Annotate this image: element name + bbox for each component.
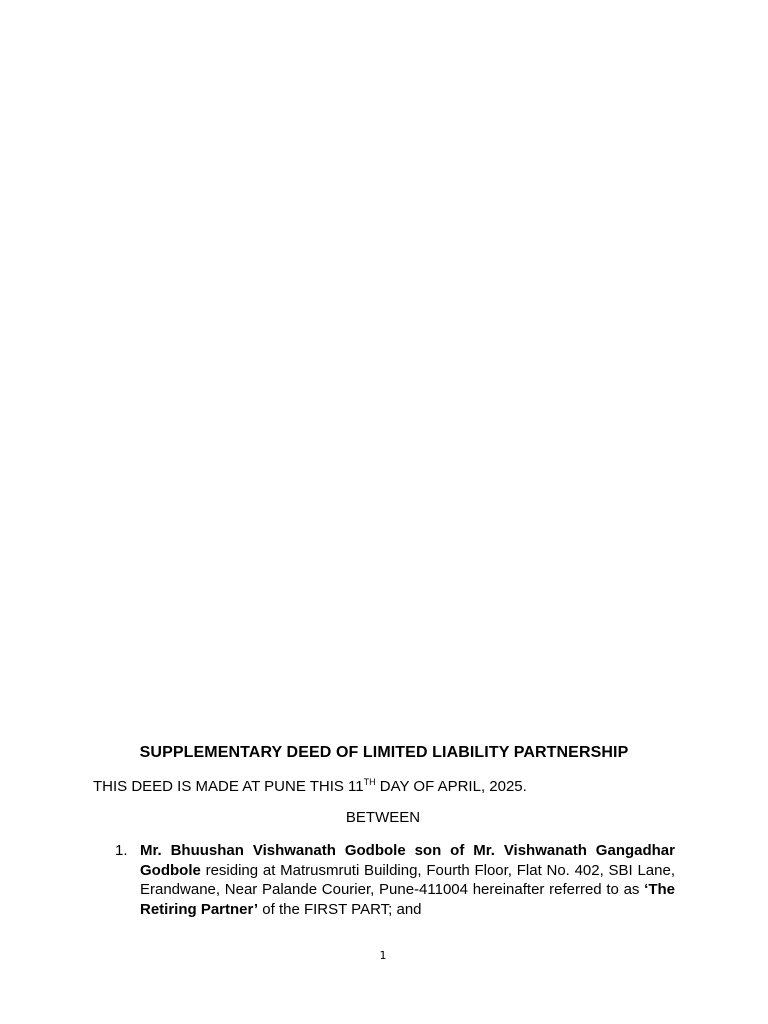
party-item <box>115 841 675 919</box>
ordinal-suffix: TH <box>363 777 376 787</box>
opening-text-end: DAY OF APRIL, 2025. <box>375 778 527 795</box>
party-text <box>140 841 675 919</box>
document-title: SUPPLEMENTARY DEED OF LIMITED LIABILITY PARTNERSHIP <box>139 744 629 761</box>
page-number: 1 <box>379 949 387 962</box>
party-name: Mr. Bhuushan Vishwanath Godbole son of Mr. Vishwanath Gangadhar Godbole <box>140 842 675 879</box>
party-description: residing at Matrusmruti Building, Fourth Floor, Flat No. 402, SBI Lane, Erandwane, Near Palande Courier, Pune-411004 hereinafter referred to as <box>140 861 675 898</box>
opening-text: THIS DEED IS MADE AT PUNE THIS 11 <box>93 778 364 795</box>
between-heading: BETWEEN <box>345 809 421 826</box>
party-suffix: of the FIRST PART; and <box>258 900 422 918</box>
deed-opening-line <box>93 778 527 796</box>
party-number: 1. <box>115 842 128 859</box>
party-role: ‘The Retiring Partner’ <box>140 881 675 918</box>
